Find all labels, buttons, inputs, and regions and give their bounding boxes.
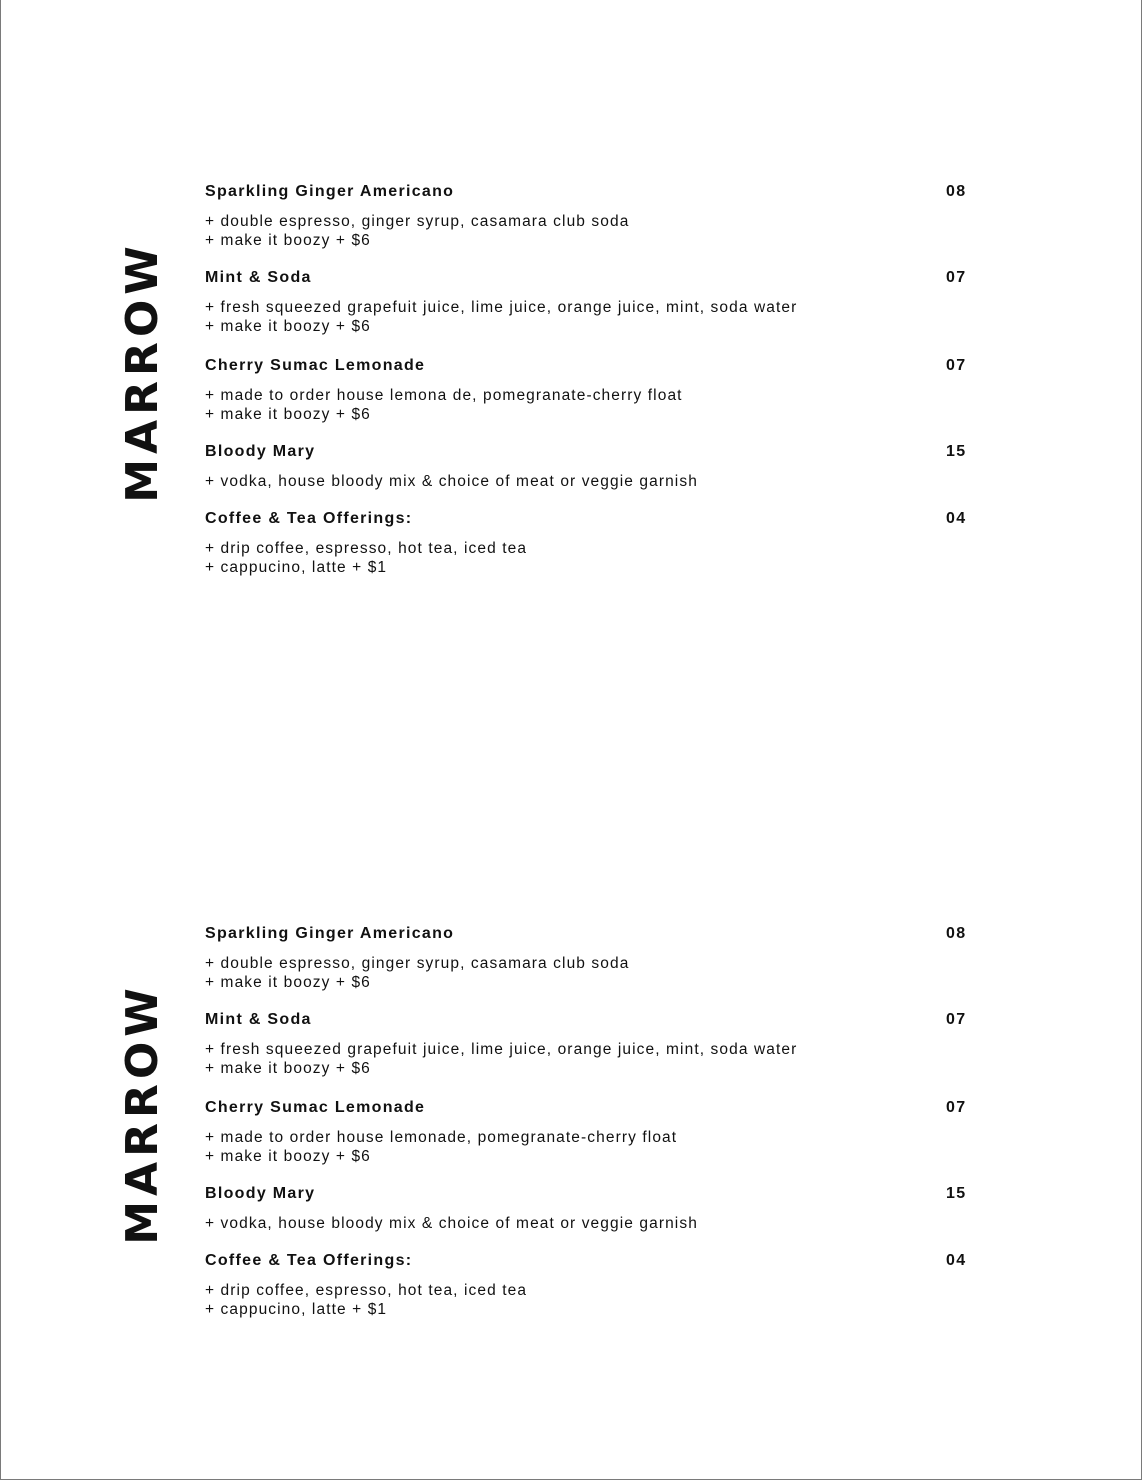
item-price: 08	[946, 925, 967, 942]
item-description-line: + drip coffee, espresso, hot tea, iced tea	[205, 1282, 528, 1299]
item-description-line: + make it boozy + $6	[205, 318, 371, 335]
item-description-line: + made to order house lemonade, pomegranate-cherry float	[205, 1129, 678, 1146]
item-name: Sparkling Ginger Americano	[205, 925, 455, 942]
item-description	[205, 472, 698, 491]
item-name: Cherry Sumac Lemonade	[205, 357, 426, 374]
item-name: Bloody Mary	[205, 1185, 316, 1202]
item-description-line: + double espresso, ginger syrup, casamara club soda	[205, 213, 630, 230]
item-description	[205, 386, 683, 424]
item-name: Coffee & Tea Offerings:	[205, 510, 413, 527]
item-description	[205, 1214, 698, 1233]
menu-block	[0, 0, 1144, 576]
item-description-line: + vodka, house bloody mix & choice of meat or veggie garnish	[205, 1215, 698, 1232]
item-description-line: + make it boozy + $6	[205, 232, 371, 249]
item-description	[205, 1128, 677, 1166]
item-description-line: + double espresso, ginger syrup, casamara club soda	[205, 955, 630, 972]
item-price: 15	[946, 1185, 967, 1202]
item-description	[205, 212, 629, 250]
item-price: 08	[946, 183, 967, 200]
item-name: Coffee & Tea Offerings:	[205, 1252, 413, 1269]
item-name: Bloody Mary	[205, 443, 316, 460]
item-name: Cherry Sumac Lemonade	[205, 1099, 426, 1116]
item-description-line: + cappucino, latte + $1	[205, 559, 388, 576]
item-price: 04	[946, 510, 967, 527]
brand-logo: MARROW	[117, 983, 168, 1245]
item-price: 07	[946, 1011, 967, 1028]
item-description-line: + fresh squeezed grapefuit juice, lime juice, orange juice, mint, soda water	[205, 299, 798, 316]
item-name: Sparkling Ginger Americano	[205, 183, 455, 200]
item-price: 07	[946, 1099, 967, 1116]
item-description-line: + make it boozy + $6	[205, 974, 371, 991]
menu-block	[0, 742, 1144, 1318]
item-description	[205, 954, 629, 992]
brand-logo: MARROW	[117, 241, 168, 503]
item-description-line: + make it boozy + $6	[205, 1060, 371, 1077]
item-description	[205, 1281, 527, 1319]
item-price: 04	[946, 1252, 967, 1269]
item-description-line: + fresh squeezed grapefuit juice, lime juice, orange juice, mint, soda water	[205, 1041, 798, 1058]
item-price: 07	[946, 269, 967, 286]
item-description-line: + vodka, house bloody mix & choice of meat or veggie garnish	[205, 473, 698, 490]
item-price: 07	[946, 357, 967, 374]
item-description-line: + drip coffee, espresso, hot tea, iced tea	[205, 540, 528, 557]
item-description-line: + cappucino, latte + $1	[205, 1301, 388, 1318]
item-description	[205, 298, 797, 336]
item-name: Mint & Soda	[205, 1011, 312, 1028]
item-name: Mint & Soda	[205, 269, 312, 286]
item-description	[205, 1040, 797, 1078]
item-price: 15	[946, 443, 967, 460]
item-description-line: + made to order house lemona de, pomegranate-cherry float	[205, 387, 683, 404]
item-description-line: + make it boozy + $6	[205, 406, 371, 423]
item-description	[205, 539, 527, 577]
item-description-line: + make it boozy + $6	[205, 1148, 371, 1165]
